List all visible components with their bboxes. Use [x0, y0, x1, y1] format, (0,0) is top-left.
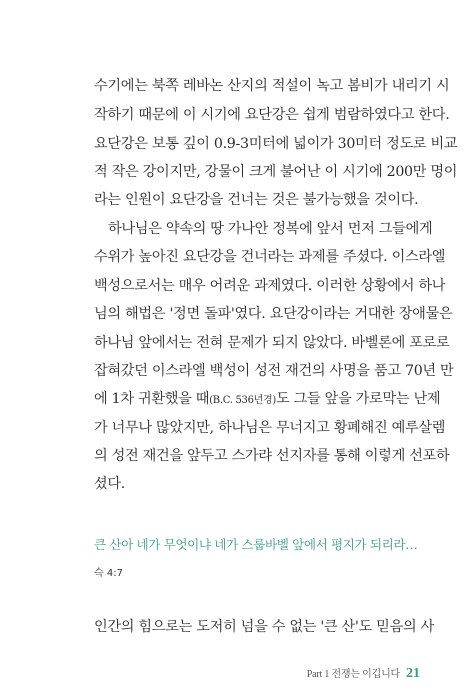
body-line-7: 수위가 높아진 요단강을 건너라는 과제를 주셨다. 이스라엘: [94, 249, 446, 265]
body-line-10: 하나님 앞에서는 전혀 문제가 되지 않았다. 바벨론에 포로로: [94, 335, 450, 351]
part-label: Part 1 전쟁는 이깁니다: [306, 669, 400, 680]
body-line-9: 님의 해법은 '정면 돌파'였다. 요단강이라는 거대한 장애물은: [94, 306, 453, 322]
body-line-2: 작하기 때문에 이 시기에 요단강은 쉽게 범람하였다고 한다.: [94, 107, 450, 123]
date-annotation: (B.C. 536년경): [209, 395, 276, 406]
body-line-12-end: 도 그들 앞을 가로막는 난제: [276, 391, 441, 407]
body-line-3: 요단강은 보통 깊이 0.9-3미터에 넓이가 30미터 정도로 비교: [94, 136, 458, 152]
body-line-15: 셨다.: [94, 476, 126, 492]
body-line-12-start: 에 1차 귀환했을 때: [94, 391, 210, 407]
body-line-6: 하나님은 약속의 땅 가나안 정복에 앞서 먼저 그들에게: [108, 221, 433, 237]
page-number: 21: [406, 666, 420, 681]
page-footer: [307, 664, 420, 682]
body-line-last: 인간의 힘으로는 도저히 넘을 수 없는 '큰 산'도 믿음의 사: [94, 619, 435, 635]
body-line-12: [94, 389, 441, 411]
body-line-5: 라는 인원이 요단강을 건너는 것은 불가능했을 것이다.: [94, 192, 419, 208]
body-line-1: 수기에는 북쪽 레바논 산지의 적설이 녹고 봄비가 내리기 시: [94, 78, 450, 94]
body-line-13: 가 너무나 많았지만, 하나님은 무너지고 황폐해진 예루살렘: [94, 420, 446, 436]
body-line-14: 의 성전 재건을 앞두고 스가랴 선지자를 통해 이렇게 선포하: [94, 448, 450, 464]
body-line-4: 적 작은 강이지만, 강물이 크게 불어난 이 시기에 200만 명이: [94, 164, 458, 180]
scripture-quote: 큰 산아 네가 무엇이냐 네가 스룹바벨 앞에서 평지가 되리라…: [94, 537, 418, 552]
scripture-reference: 슥 4:7: [94, 568, 123, 579]
body-line-11: 잡혀갔던 이스라엘 백성이 성전 재건의 사명을 품고 70년 만: [94, 363, 454, 379]
body-line-8: 백성으로서는 매우 어려운 과제였다. 이러한 상황에서 하나: [94, 278, 446, 294]
